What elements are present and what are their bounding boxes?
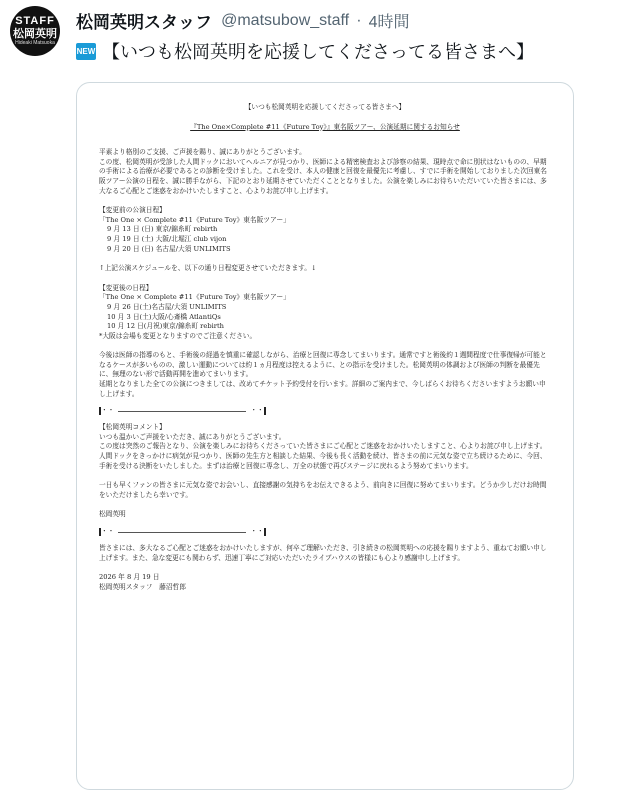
before-date-1: 9 月 13 日 (日) 東京/錦糸町 rebirth — [107, 225, 218, 234]
tweet-header — [76, 8, 624, 32]
tweet-text: 【いつも松岡英明を応援してくださってる皆さまへ】 — [102, 42, 534, 63]
attached-image[interactable] — [76, 82, 574, 790]
header-separator: · — [356, 11, 362, 29]
tweet-text-line — [76, 38, 534, 64]
doc-sender: 松岡英明スタッフ 藤沼哲郎 — [99, 582, 186, 591]
comment-line-1: いつも温かいご声援をいただき、誠にありがとうございます。 — [99, 432, 286, 441]
before-schedule-label: 【変更前の公演日程】 — [99, 206, 166, 215]
section-divider: ・・ ・・ — [101, 406, 264, 415]
avatar-line-roman: Hideaki Matsuoka — [15, 40, 55, 46]
after-schedule-tour: 「The One × Complete #11《Future Toy》東名阪ツアー」 — [99, 293, 290, 302]
before-date-2: 9 月 19 日 (土) 大阪/北堀江 club vijon — [107, 234, 227, 243]
display-name[interactable]: 松岡英明スタッフ — [76, 13, 212, 32]
after-date-1: 9 月 26 日(土)名古屋/大須 UNLIMITS — [107, 302, 227, 311]
comment-label: 【松岡英明コメント】 — [99, 423, 166, 432]
before-date-3: 9 月 20 日 (日) 名古屋/大須 UNLIMITS — [107, 244, 231, 253]
section-divider: ・・ ・・ — [101, 527, 264, 536]
doc-subheading: 『The One×Complete #11《Future Toy》』東名阪ツアー、公演延期に関するお知らせ — [190, 122, 460, 131]
avatar-line-staff: STAFF — [15, 15, 55, 27]
doc-intro-line: 平素より格別のご支援、ご声援を賜り、誠にありがとうございます。 — [99, 148, 306, 157]
after-schedule-note: *大阪は会場も変更となりますのでご注意ください。 — [99, 331, 257, 340]
doc-intro-paragraph: この度、松岡英明が受診した人間ドックにおいてヘルニアが見つかり、医師による精密検査および診察の結果、現時点で命に別状はないものの、早期の手術による治療が必要であるとの診断を受けました。これを受け、本人の健康と回復を最優先に考慮し、すでに手術を開始しておりました次回東名阪ツアー公演の日程を、誠に勝手ながら、下記のとおり延期させていただくこととなりました。公演を楽しみにお待ちいただいていた皆さまには、多大なるご心配とご迷惑をおかけいたしますこと、心よりお詫び申し上げます。 — [99, 157, 547, 195]
doc-heading: 【いつも松岡英明を応援してくださってる皆さまへ】 — [244, 103, 406, 111]
closing-paragraph: 皆さまには、多大なるご心配とご迷惑をおかけいたしますが、何卒ご理解いただき、引き続きの松岡英明への応援を賜りますよう、重ねてお願い申し上げます。また、急な変更にも関わらず、迅速丁寧にご対応いただいたライブハウスの皆様にも心より感謝申し上げます。 — [99, 544, 547, 562]
after-date-2: 10 月 3 日(土)大阪/心斎橋 AtlantiQs — [107, 312, 221, 321]
avatar-line-name: 松岡英明 — [13, 27, 57, 40]
new-icon: NEW — [76, 43, 96, 60]
avatar[interactable] — [10, 6, 60, 56]
change-note: ↑上記公演スケジュールを、以下の通り日程変更させていただきます。↓ — [99, 264, 317, 273]
before-schedule-tour: 「The One × Complete #11《Future Toy》東名阪ツアー」 — [99, 215, 290, 224]
notice-document — [99, 103, 551, 592]
details-paragraph-1: 今後は医師の指導のもと、手術後の経過を慎重に確認しながら、治療と回復に専念してまいります。通常ですと術後約１週間程度で仕事復帰が可能となるケースが多いものの、激しい運動については約１ヵ月程度は控えるように、との指示を受けました。松岡英明の体調および医師の判断を最優先に、無理のない形で活動再開を進めてまいります。 — [99, 351, 547, 379]
tweet-timestamp[interactable]: 4時間 — [368, 14, 410, 31]
details-paragraph-2: 延期となりました全ての公演につきましては、改めてチケット予約受付を行います。詳細のご案内まで、今しばらくお待ちくださいますようお願い申し上げます。 — [99, 380, 546, 398]
comment-paragraph-3: 一日も早くファンの皆さまに元気な姿でお会いし、直接感謝の気持ちをお伝えできるよう、前向きに回復に努めてまいります。どうか少しだけお時間をいただけましたら幸いです。 — [99, 481, 547, 499]
doc-date: 2026 年 8 月 19 日 — [99, 573, 160, 582]
comment-paragraph-2: この度は突然のご報告となり、公演を楽しみにお待ちくださっていた皆さまにご心配とご迷惑をおかけいたしますこと、心よりお詫び申し上げます。人間ドックをきっかけに病気が見つかり、医師の先生方と相談した結果、今後も長く活動を続け、皆さまの前に元気な姿で立ち続けるために、今回、手術を受ける決断をいたしました。まずは治療と回復に専念し、万全の状態で再びステージに戻れるよう努めてまいります。 — [99, 442, 547, 470]
user-handle[interactable]: @matsubow_staff — [221, 11, 350, 29]
after-schedule-label: 【変更後の日程】 — [99, 283, 153, 292]
comment-signature: 松岡英明 — [99, 510, 126, 519]
after-date-3: 10 月 12 日(月祝)東京/錦糸町 rebirth — [107, 322, 224, 331]
